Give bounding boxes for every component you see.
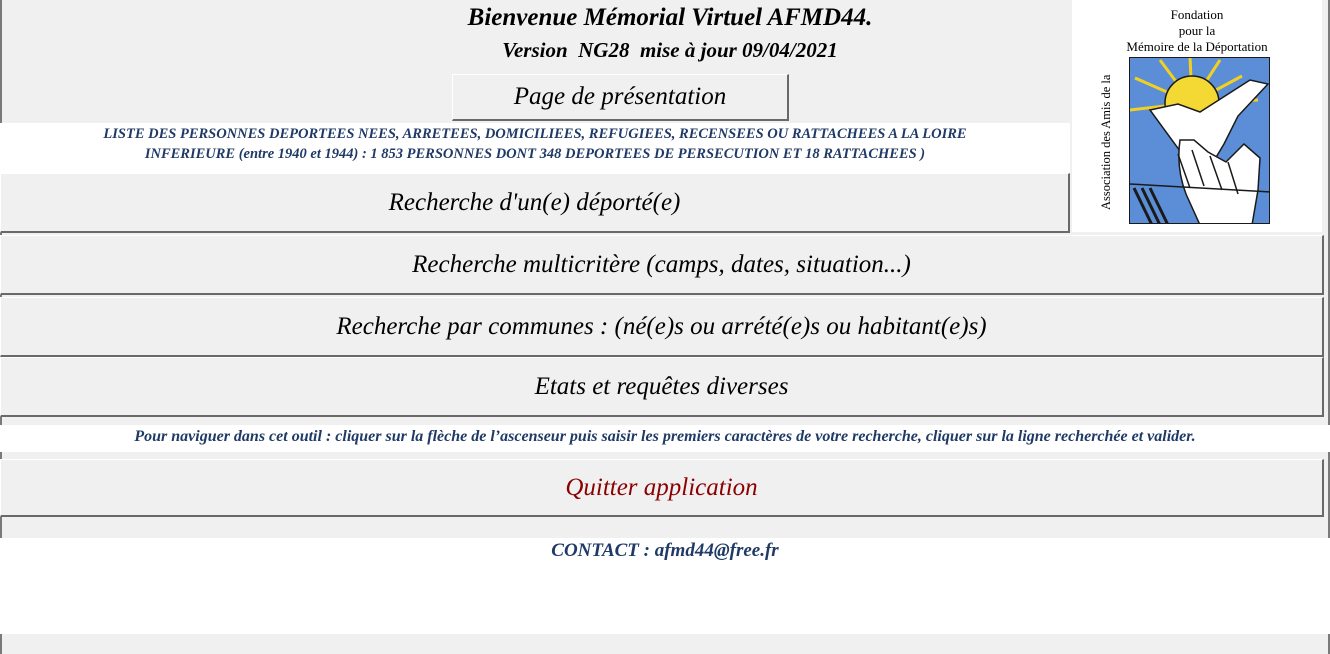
deportee-list-info xyxy=(0,123,1070,173)
states-queries-button[interactable] xyxy=(0,357,1324,417)
welcome-title: Bienvenue Mémorial Virtuel AFMD44. xyxy=(467,4,873,31)
search-deportee-label: Recherche d'un(e) déporté(e) xyxy=(388,188,681,216)
info-line-1: LISTE DES PERSONNES DEPORTEES NEES, ARRETEES, DOMICILIEES, REFUGIEES, RECENSEES OU RATTACHEES A LA LOIRE xyxy=(103,126,967,142)
contact-email[interactable]: CONTACT : afmd44@free.fr xyxy=(551,540,779,561)
version-label: Version NG28 mise à jour 09/04/2021 xyxy=(502,38,838,62)
association-name: Association des Amis de la xyxy=(1099,74,1113,211)
info-line-2: INFERIEURE (entre 1940 et 1944) : 1 853 PERSONNES DONT 348 DEPORTEES DE PERSECUTION ET 18 RATTACHEES ) xyxy=(144,146,926,162)
foundation-name: Fondation pour la Mémoire de la Déportation xyxy=(1126,7,1268,54)
search-communes-button[interactable] xyxy=(0,297,1324,357)
search-multicriteria-label: Recherche multicritère (camps, dates, situation...) xyxy=(412,250,911,278)
presentation-button-label: Page de présentation xyxy=(513,83,727,110)
presentation-button[interactable] xyxy=(452,74,789,121)
navigation-help-text: Pour naviguer dans cet outil : cliquer sur la flèche de l’ascenseur puis saisir les premiers caractères de votre recherche, cliquer sur la ligne recherchée et valider. xyxy=(0,425,1330,452)
search-deportee-button[interactable] xyxy=(0,173,1070,233)
states-queries-label: Etats et requêtes diverses xyxy=(534,372,789,400)
memorial-logo-icon xyxy=(1129,57,1270,224)
search-multicriteria-button[interactable] xyxy=(0,235,1324,295)
quit-button[interactable] xyxy=(0,459,1324,517)
search-communes-label: Recherche par communes : (né(e)s ou arrété(e)s ou habitant(e)s) xyxy=(336,312,987,340)
quit-button-label: Quitter application xyxy=(565,473,758,501)
